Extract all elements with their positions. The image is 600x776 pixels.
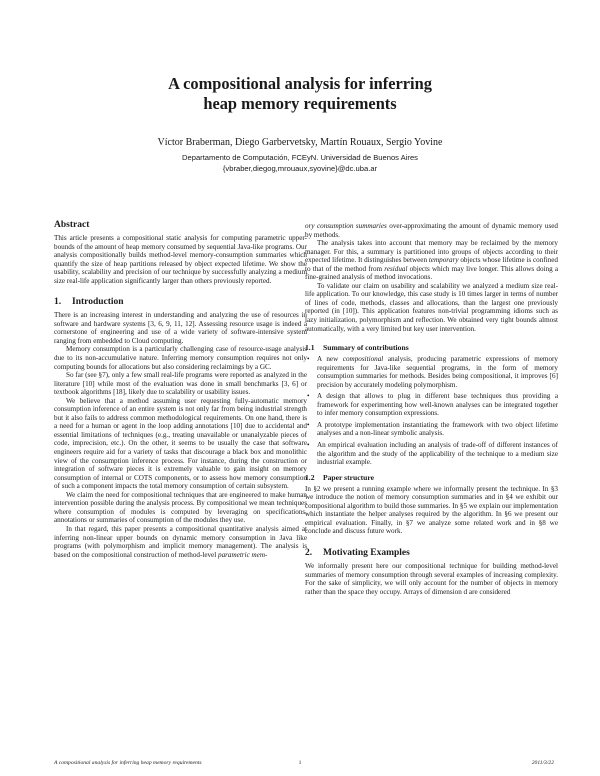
- list-item: [305, 421, 558, 438]
- right-paragraph-0-emphasis: ory consumption summaries: [305, 222, 387, 230]
- intro-paragraph-5: We claim the need for compositional techniques that are engineered to make human intervention possible during the analysis process. By compositional we mean techniques where consumption of modules is computed by leveraging on specifications, annotations or summaries of consumption of the modules they use.: [54, 490, 307, 525]
- subsection-1-1-heading: [305, 343, 558, 353]
- subsection-1-1-title: Summary of contributions: [323, 343, 409, 353]
- footer-page-number: 1: [298, 760, 302, 766]
- paper-structure-text: In §2 we present a running example where we informally present the technique. In §3 we introduce the notion of memory consumption summaries and in §4 we exhibit our compositional algorithm to build those summaries. In §5 we explain our implementation which instantiate the helper analyses required by the algorithm. In §6 we present our empirical evaluation. Finally, in §7 we analyze some related work and in §8 we conclude and discuss future work.: [305, 484, 558, 536]
- list-item: [305, 392, 558, 418]
- title-line-2: heap memory requirements: [203, 94, 397, 113]
- intro-paragraph-2: Memory consumption is a particularly challenging case of resource-usage analysis due to its non-accumulative nature. Inferring memory consumption requires not only computing bounds for allocations but also considering reclaimings by a GC.: [54, 345, 307, 371]
- right-column: [305, 222, 558, 596]
- contribution-4: An empirical evaluation including an analysis of trade-off of different instances of the algorithm and the study of the applicability of the technique to a medium size industrial example.: [317, 441, 558, 467]
- right-paragraph-2: To validate our claim on usability and scalability we analyzed a medium size real-life application. To our knowledge, this case study is 10 times larger in terms of number of lines of code, methods, classes and allocations, than the largest one previously reported (in [10]). This application features non-trivial programming idioms such as lazy initialization, polymorphism and reflection. We obtained very tight bounds almost automatically, with a very limited but key user intervention.: [305, 281, 558, 333]
- subsection-1-2-title: Paper structure: [323, 472, 374, 482]
- subsection-1-1-number: 1.1: [305, 343, 315, 353]
- right-paragraph-0: [305, 222, 558, 239]
- bullet-icon: •: [307, 355, 310, 364]
- intro-paragraph-1: There is an increasing interest in understanding and analyzing the use of resources in software and hardware systems [3, 6, 9, 11, 12]. Assessing resource usage is indeed a cornerstone of engineering and use of a wide variety of software-intensive system ranging from embedded to Cloud computing.: [54, 311, 307, 345]
- footer-running-title: A compositional analysis for inferring heap memory requirements: [54, 760, 202, 766]
- authors: Víctor Braberman, Diego Garbervetsky, Martín Rouaux, Sergio Yovine: [157, 137, 443, 148]
- right-paragraph-1-start: The analysis takes into account that memory may be reclaimed by the memory manager. For this, a summary is partitioned into groups of objects according to their expected lifetime. It distinguishes between: [305, 239, 558, 265]
- subsection-1-2-number: 1.2: [305, 472, 315, 482]
- list-item: [305, 441, 558, 467]
- right-paragraph-1: [305, 239, 558, 282]
- intro-paragraph-3: So far (see §7), only a few small real-life programs were reported as analyzed in the literature [10] while most of the evaluation was done in small benchmarks [3, 6] or textbook algorithms [18], likely due to scalability or usability issues.: [54, 371, 307, 397]
- subsection-1-2-heading: [305, 473, 558, 483]
- contribution-1-a: A new: [317, 355, 343, 364]
- intro-paragraph-6-text: In that regard, this paper presents a compositional quantitative analysis aimed at inferring non-linear upper bounds on dynamic memory consumption in Java like programs (with polymorphism and implicit memory management). The analysis is based on the compositional construction of method-level: [54, 524, 307, 559]
- footer-date: 2011/3/22: [531, 760, 554, 766]
- contribution-3: A prototype implementation instantiating the framework with two object lifetime analyses and a non-linear symbolic analysis.: [317, 420, 558, 438]
- section-2-text: We informally present here our compositional technique for building method-level summaries of memory consumption through several examples of increasing complexity. For the sake of simplicity, we will only account for the number of objects in memory rather than the space they occupy. Arrays of dimension d are considered: [305, 561, 558, 596]
- list-item: [305, 355, 558, 389]
- right-paragraph-1-mid: objects whose lifetime is confined to that of the method from: [305, 256, 558, 273]
- contribution-1-emphasis: compositional: [342, 355, 384, 364]
- section-1-number: 1.: [54, 297, 62, 308]
- paper-title: [40, 74, 560, 114]
- affiliation: [40, 153, 560, 174]
- right-paragraph-1-temporary: temporary: [428, 256, 459, 265]
- contribution-1-b: analysis, producing parametric expressions of memory requirements for Java-like sequential programs, in the form of memory consumption summaries for methods. Besides being compositional, it improves [6] precision by accurately modeling polymorphism.: [317, 355, 558, 389]
- section-2-title: Motivating Examples: [323, 547, 410, 558]
- right-paragraph-1-end: objects which may live longer. This allows doing a fine-grained analysis of method invocations.: [305, 264, 558, 282]
- section-1-title: Introduction: [72, 297, 124, 308]
- bullet-icon: •: [307, 441, 310, 450]
- section-2-heading: [305, 548, 558, 559]
- bullet-icon: •: [307, 392, 310, 401]
- title-line-1: A compositional analysis for inferring: [168, 74, 432, 93]
- section-1-heading: [54, 297, 307, 308]
- right-paragraph-0-text: over-approximating the amount of dynamic memory used by methods.: [305, 222, 558, 239]
- intro-paragraph-6: [54, 525, 307, 559]
- intro-paragraph-4: We believe that a method assuming user requesting fully-automatic memory consumption inference of an entire system is not only far from being industrial strength but it also fails to address common methodological requirements. On one hand, there is a need for a human or agent in the loop adding annotations [10] due to accidental and essential limitations of techniques (e.g., treating unavailable or unanalyzable pieces of code, imprecision, etc.). On the other, it seems to be usually the case that software engineers require aid for a variety of tasks that discourage a black box and monolithic view of the consumption inference process. For instance, during the construction or integration of software pieces it is extremely valuable to gain insight on memory consumption of internal or COTS components, or to assess how memory consumption of such a component impacts the total memory consumption of certain subsystem.: [54, 396, 307, 491]
- right-paragraph-1-residual: residual: [384, 264, 408, 273]
- bullet-icon: •: [307, 420, 310, 429]
- section-2-number: 2.: [305, 547, 313, 558]
- contribution-2: A design that allows to plug in different base techniques thus providing a framework for experimenting how well-known analyses can be integrated together to infer memory consumption expressions.: [317, 392, 558, 418]
- abstract-text: This article presents a compositional static analysis for computing parametric upper-bounds of the amount of heap memory consumed by sequential Java-like programs. Our analysis compositionally builds method-level memory-consumption summaries which quantify the size of heap partitions released by object expected lifetime. We show the usability, scalability and precision of our technique by successfully analyzing a medium size real-life application significantly larger than others previously reported.: [54, 234, 307, 285]
- contributions-list: [305, 355, 558, 467]
- intro-paragraph-6-emphasis: parametric mem-: [218, 550, 268, 559]
- left-column: [54, 220, 307, 559]
- affiliation-emails: {vbraber,diegog,mrouaux,syovine}@dc.uba.ar: [222, 163, 378, 173]
- abstract-heading: Abstract: [54, 220, 90, 230]
- affiliation-dept: Departamento de Computación, FCEyN. Universidad de Buenos Aires: [182, 153, 418, 162]
